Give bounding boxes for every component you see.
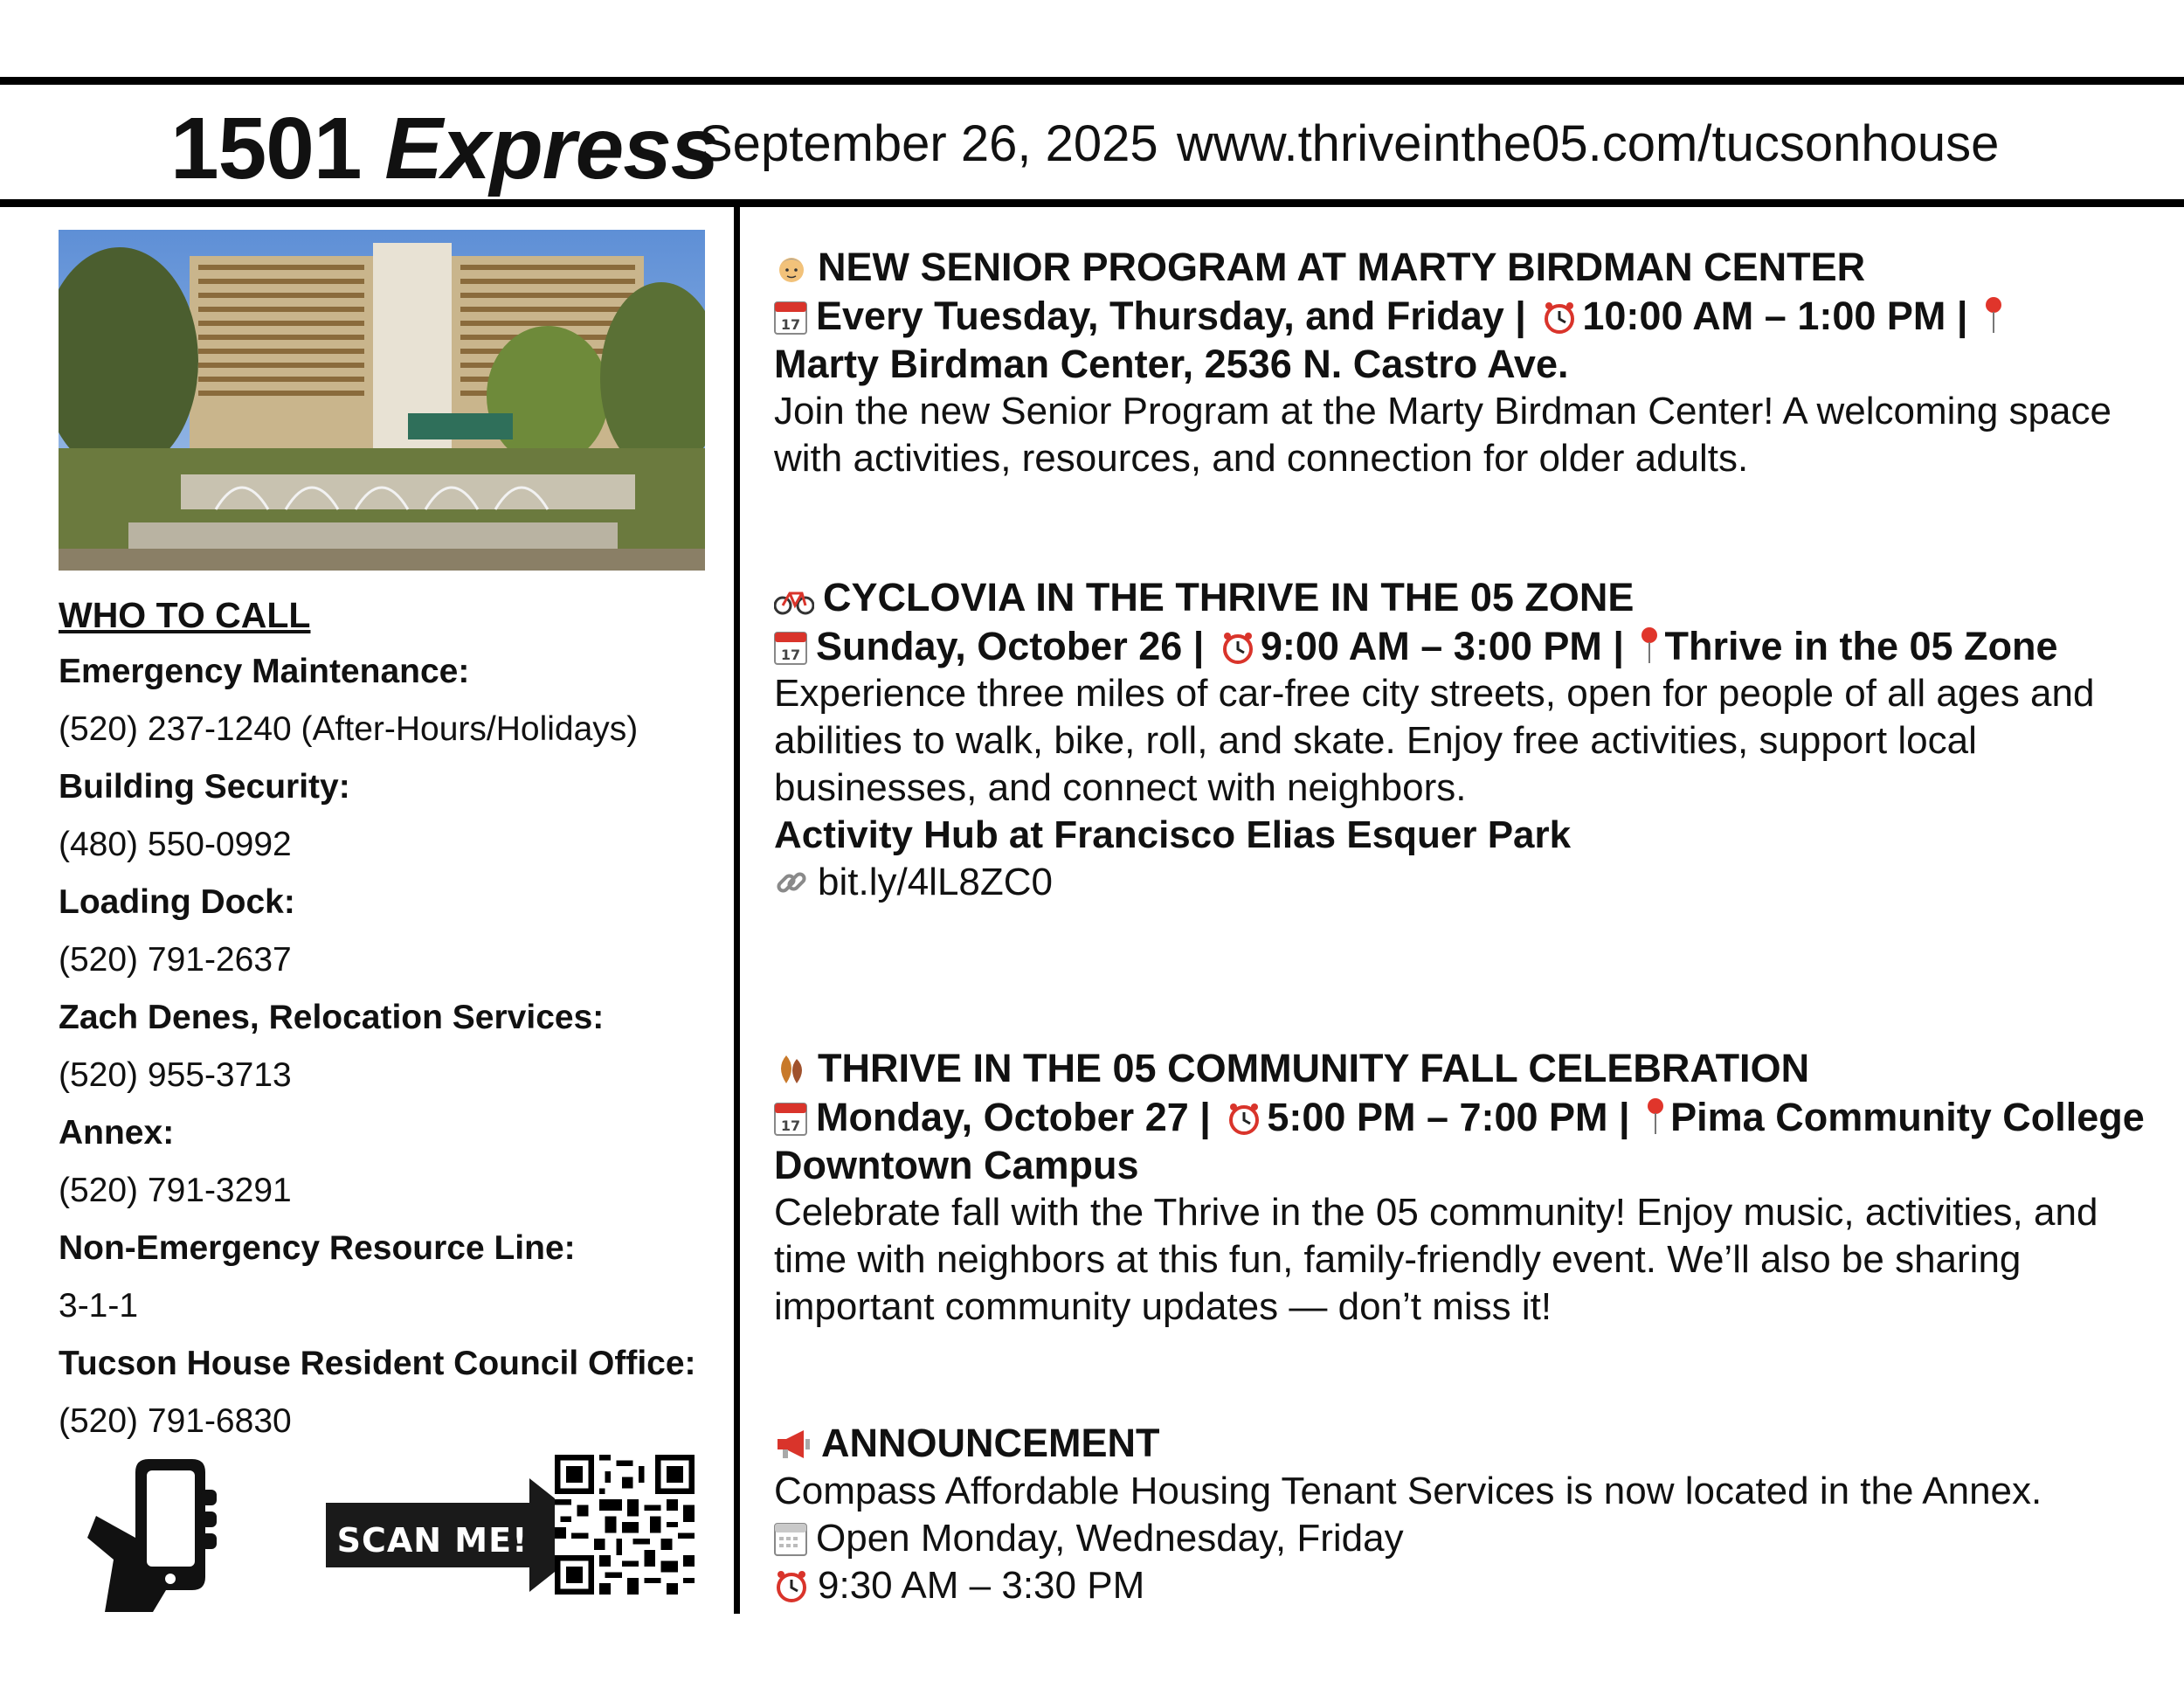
who-to-call-section	[59, 591, 722, 1450]
scan-me-label: SCAN ME!	[336, 1521, 529, 1560]
event-date: Monday, October 27 |	[816, 1095, 1211, 1139]
event-title-text: CYCLOVIA IN THE THRIVE IN THE 05 ZONE	[823, 575, 1635, 619]
announcement-section	[774, 1419, 2146, 1609]
column-divider	[734, 207, 740, 1614]
bicycle-icon	[774, 583, 814, 616]
event-description: Join the new Senior Program at the Marty Birdman Center! A welcoming space with activities, resources, and connection for older adults.	[774, 390, 2111, 480]
announcement-title-text: ANNOUNCEMENT	[821, 1421, 1160, 1465]
announcement-hours-text: 9:30 AM – 3:30 PM	[818, 1564, 1145, 1607]
contact-label: Tucson House Resident Council Office:	[59, 1345, 696, 1382]
event-date: Sunday, October 26 |	[816, 624, 1205, 668]
link-icon	[774, 865, 809, 900]
newsletter-title	[170, 99, 718, 199]
contact-phone: (520) 955-3713	[59, 1056, 292, 1094]
website-url: www.thriveinthe05.com/tucsonhouse	[1177, 115, 2000, 172]
contact-label: Non-Emergency Resource Line:	[59, 1229, 576, 1267]
event-senior-program	[774, 243, 2146, 482]
header-top-rule	[0, 77, 2184, 85]
announcement-hours	[774, 1562, 2146, 1609]
event-location: Pima Community College Downtown Campus	[774, 1095, 2145, 1187]
contact-phone: (520) 791-3291	[59, 1172, 292, 1209]
calendar-icon	[774, 1521, 807, 1556]
building-photo	[59, 230, 705, 571]
svg-text:17: 17	[780, 647, 801, 663]
contact-label: Annex:	[59, 1114, 175, 1152]
older-person-icon	[774, 251, 809, 286]
announcement-days	[774, 1515, 2146, 1562]
contact-resident-council	[59, 1335, 722, 1450]
event-days: Every Tuesday, Thursday, and Friday |	[816, 294, 1526, 338]
event-schedule	[774, 1093, 2146, 1189]
scan-me-area	[70, 1455, 708, 1612]
map-pin-icon	[1640, 626, 1659, 665]
alarm-clock-icon	[1542, 300, 1577, 335]
event-description: Experience three miles of car-free city streets, open for people of all ages and abilities to walk, bike, roll, and skate. Enjoy free activities, support local businesses, and connect with neighbors.	[774, 672, 2095, 809]
contact-phone: (480) 550-0992	[59, 826, 292, 863]
announcement-title	[774, 1419, 2146, 1468]
event-title-text: NEW SENIOR PROGRAM AT MARTY BIRDMAN CENTER	[818, 245, 1866, 289]
contact-phone: (520) 237-1240 (After-Hours/Holidays)	[59, 710, 639, 748]
contact-phone: (520) 791-2637	[59, 941, 292, 979]
phone-in-hand-icon	[70, 1455, 218, 1612]
issue-date: September 26, 2025	[699, 115, 1158, 172]
event-time: 5:00 PM – 7:00 PM |	[1267, 1095, 1630, 1139]
alarm-clock-icon	[774, 1568, 809, 1603]
svg-text:17: 17	[780, 316, 801, 333]
contact-annex	[59, 1104, 722, 1220]
alarm-clock-icon	[1220, 630, 1255, 665]
contact-label: Loading Dock:	[59, 883, 295, 921]
contact-resource-line	[59, 1220, 722, 1335]
megaphone-icon	[774, 1427, 812, 1462]
event-location: Marty Birdman Center, 2536 N. Castro Ave.	[774, 342, 1569, 386]
contact-relocation-services	[59, 989, 722, 1104]
title-word: Express	[384, 100, 719, 197]
event-title-text: THRIVE IN THE 05 COMMUNITY FALL CELEBRATION	[818, 1046, 1810, 1090]
contact-emergency-maintenance	[59, 643, 722, 758]
masthead	[0, 85, 2184, 199]
event-time: 9:00 AM – 3:00 PM |	[1260, 624, 1624, 668]
fallen-leaves-icon	[774, 1052, 809, 1087]
event-title	[774, 573, 2146, 622]
svg-text:17: 17	[780, 1117, 801, 1134]
activity-hub: Activity Hub at Francisco Elias Esquer Park	[774, 813, 1572, 856]
map-pin-icon	[1646, 1097, 1665, 1136]
title-number: 1501	[170, 100, 362, 197]
calendar-icon	[774, 1101, 807, 1136]
calendar-icon	[774, 300, 807, 335]
contact-phone: (520) 791-6830	[59, 1402, 292, 1440]
header-bottom-rule	[0, 199, 2184, 207]
event-description: Celebrate fall with the Thrive in the 05 community! Enjoy music, activities, and time with neighbors at this fun, family-friendly event. We’ll also be sharing important community updates — don’t miss it!	[774, 1191, 2098, 1328]
contact-label: Emergency Maintenance:	[59, 653, 470, 690]
event-schedule	[774, 292, 2146, 388]
calendar-icon	[774, 630, 807, 665]
event-time: 10:00 AM – 1:00 PM |	[1582, 294, 1968, 338]
contact-label: Zach Denes, Relocation Services:	[59, 999, 605, 1036]
contact-building-security	[59, 758, 722, 874]
event-cyclovia	[774, 573, 2146, 906]
announcement-body: Compass Affordable Housing Tenant Services is now located in the Annex.	[774, 1470, 2042, 1512]
contact-loading-dock	[59, 874, 722, 989]
contact-phone: 3-1-1	[59, 1287, 139, 1325]
event-title	[774, 1044, 2146, 1093]
who-to-call-heading: WHO TO CALL	[59, 595, 311, 635]
qr-code[interactable]	[555, 1455, 695, 1595]
event-schedule	[774, 622, 2146, 670]
contact-label: Building Security:	[59, 768, 350, 806]
event-title	[774, 243, 2146, 292]
announcement-days-text: Open Monday, Wednesday, Friday	[816, 1517, 1404, 1560]
event-fall-celebration	[774, 1044, 2146, 1331]
event-link[interactable]	[774, 859, 2146, 906]
alarm-clock-icon	[1227, 1101, 1261, 1136]
map-pin-icon	[1984, 296, 2003, 335]
event-link-text[interactable]: bit.ly/4lL8ZC0	[818, 861, 1054, 903]
event-location: Thrive in the 05 Zone	[1664, 624, 2058, 668]
